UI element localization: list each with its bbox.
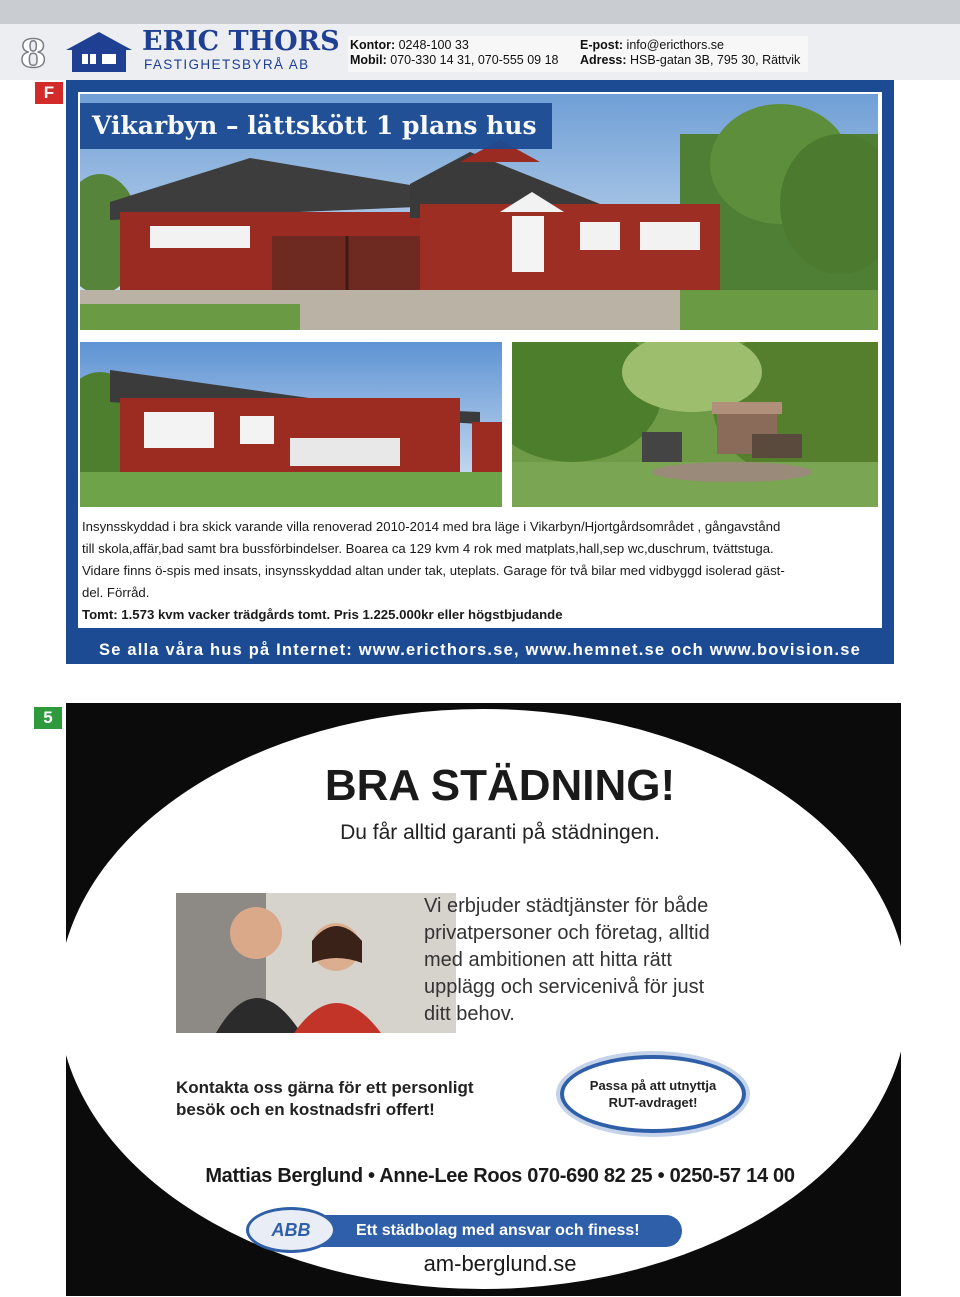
rut-deduction-badge [560,1055,746,1133]
rut-line-2: RUT-avdraget! [608,1095,698,1110]
ad-subheadline: Du får alltid garanti på städningen. [340,821,660,844]
email-address[interactable]: info@ericthors.se [626,38,724,52]
house-logo-icon [64,30,134,72]
logo-name: ERIC THORS [142,26,340,57]
company-badge-logo: ABB [246,1207,336,1253]
offer-line-2: privatpersoner och företag, alltid [424,922,710,944]
office-label: Kontor: [350,38,396,52]
description-line-4: del. Förråd. [82,585,150,600]
offer-line-5: ditt behov. [424,1003,515,1025]
ad-headline: BRA STÄDNING! [324,761,676,810]
ad-offer-text [424,893,784,1028]
plot-and-price: Tomt: 1.573 kvm vacker trädgårds tomt. Pris 1.225.000kr eller högstbjudande [82,607,563,622]
house-side-photo [80,342,502,507]
page-number: 8 [20,31,47,76]
offer-line-1: Vi erbjuder städtjänster för både [424,895,709,917]
ad-contact-names-phones: Mattias Berglund • Anne-Lee Roos 070-690 82 25 • 0250-57 14 00 [205,1165,795,1187]
email-label: E-post: [580,38,624,52]
listing-description [82,516,872,626]
ad-contact-message [176,1077,556,1121]
ad-tagline: Ett städbolag med ansvar och finess! [356,1222,640,1239]
offer-line-4: upplägg och servicenivå för just [424,976,705,998]
mobile-phones: 070-330 14 31, 070-555 09 18 [390,53,559,67]
address-label: Adress: [580,53,627,67]
listing-footer-links[interactable]: Se alla våra hus på Internet: www.ericthors.se, www.hemnet.se och www.bovision.se [99,641,861,659]
description-line-1: Insynsskyddad i bra skick varande villa renoverad 2010-2014 med bra läge i Vikarbyn/Hjortgårdsområdet , gångavstånd [82,519,781,534]
logo-subtitle: FASTIGHETSBYRÅ AB [144,57,310,72]
offer-line-3: med ambitionen att hitta rätt [424,949,672,971]
contact-line-1: Kontakta oss gärna för ett personligt [176,1078,474,1097]
ad-number-badge: 5 [34,707,62,729]
description-line-3: Vidare finns ö-spis med insats, insynsskyddad altan under tak, uteplats. Garage för två bilar med vidbyggd isolerad gäst- [82,563,785,578]
listing-title: Vikarbyn – lättskött 1 plans hus [80,103,552,149]
cleaning-advertisement [66,703,901,1296]
garden-photo [512,342,878,507]
contact-row-mobile [350,53,801,68]
contact-box [348,36,808,72]
mobile-label: Mobil: [350,53,387,67]
description-line-2: till skola,affär,bad samt bra bussförbindelser. Boarea ca 129 kvm 4 rok med matplats,hall,sep wc,duschrum, tvättstuga. [82,541,774,556]
listing-letter-badge: F [35,82,63,104]
office-phone: 0248-100 33 [398,38,469,52]
contact-line-2: besök och en kostnadsfri offert! [176,1100,435,1119]
contact-row-office [350,38,724,53]
ad-website[interactable]: am-berglund.se [423,1251,577,1276]
company-logo [64,28,344,74]
street-address: HSB-gatan 3B, 795 30, Rättvik [630,53,801,67]
staff-photo [176,893,456,1033]
rut-line-1: Passa på att utnyttja [589,1078,717,1093]
